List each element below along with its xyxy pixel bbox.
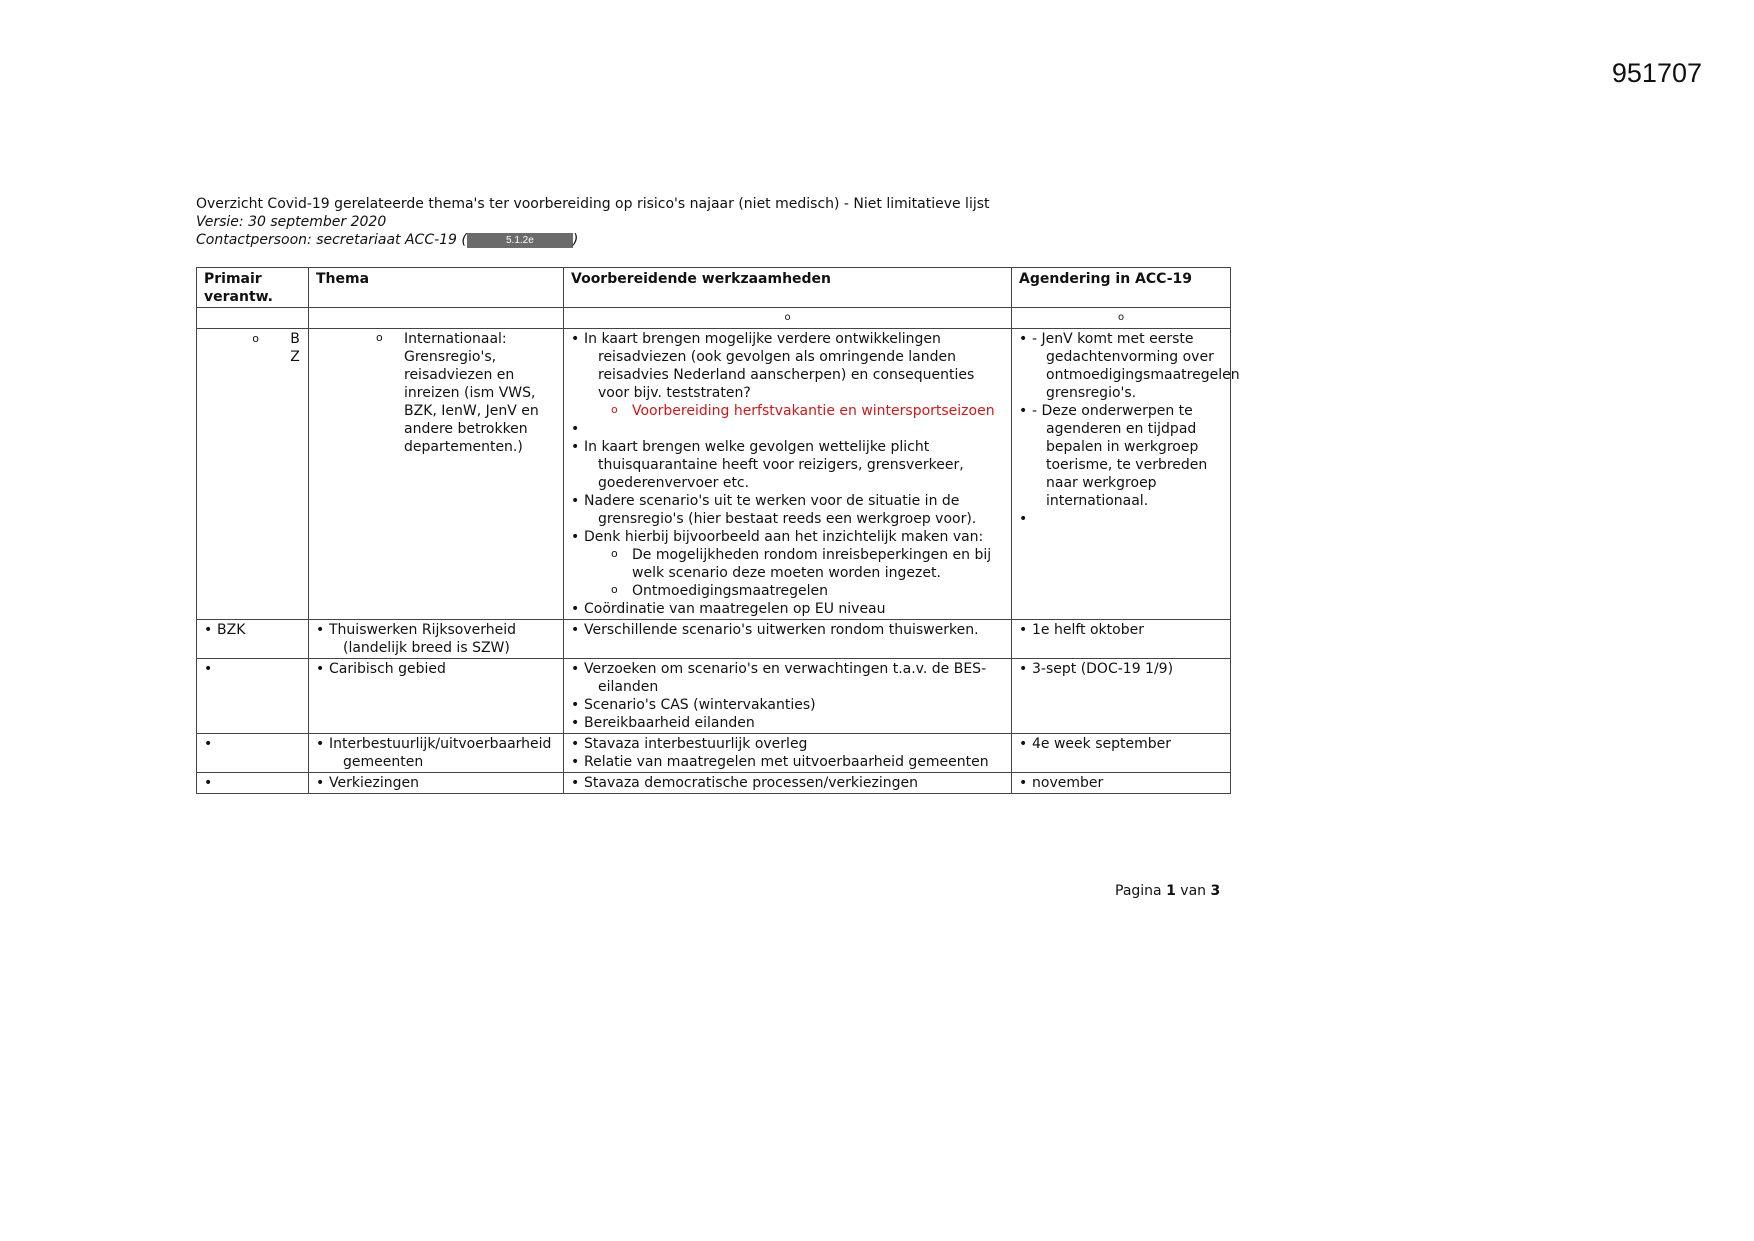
list-item: • Nadere scenario's uit te werken voor de situatie in de grensregio's (hier bestaat reeds een werkgroep voor). — [571, 492, 1004, 528]
werk-cell — [564, 659, 1012, 734]
column-header: Voorbereidende werkzaamheden — [564, 268, 1012, 308]
list-item: • Stavaza interbestuurlijk overleg — [571, 735, 1004, 753]
list-item: • Interbestuurlijk/uitvoerbaarheid gemeenten — [316, 735, 556, 771]
list-item — [204, 774, 301, 792]
table-row — [197, 308, 1231, 329]
footer-prefix: Pagina — [1115, 883, 1167, 899]
document-header — [196, 195, 990, 249]
agenda-cell — [1012, 773, 1231, 794]
agenda-cell — [1012, 734, 1231, 773]
empty-marker: o — [564, 308, 1012, 329]
circle-bullet-icon: o — [252, 332, 259, 345]
primair-cell — [197, 773, 309, 794]
list-item — [204, 660, 301, 678]
list-item: • 4e week september — [1019, 735, 1223, 753]
list-subitem: o De mogelijkheden rondom inreisbeperkingen en bij welk scenario deze moeten worden ingezet. — [571, 546, 1004, 582]
agenda-cell — [1012, 659, 1231, 734]
table-row — [197, 773, 1231, 794]
list-item: • Verkiezingen — [316, 774, 556, 792]
document-title: Overzicht Covid-19 gerelateerde thema's ter voorbereiding op risico's najaar (niet medisch) - Niet limitatieve lijst — [196, 196, 990, 212]
list-item: • BZK — [204, 621, 301, 639]
version-line: Versie: 30 september 2020 — [196, 214, 387, 230]
table-row — [197, 329, 1231, 620]
werk-cell — [564, 329, 1012, 620]
werk-cell — [564, 734, 1012, 773]
primair-cell — [197, 659, 309, 734]
list-item: • 3-sept (DOC-19 1/9) — [1019, 660, 1223, 678]
list-item: • Bereikbaarheid eilanden — [571, 714, 1004, 732]
werk-cell — [564, 620, 1012, 659]
list-item — [1019, 510, 1223, 528]
primair-cell — [197, 620, 309, 659]
list-item — [571, 420, 1004, 438]
table-header-row — [197, 268, 1231, 308]
themes-table — [196, 267, 1240, 794]
list-item: • Scenario's CAS (wintervakanties) — [571, 696, 1004, 714]
agenda-cell — [1012, 329, 1240, 620]
thema-cell — [309, 659, 564, 734]
list-item: • Verschillende scenario's uitwerken rondom thuiswerken. — [571, 621, 1004, 639]
list-item: • november — [1019, 774, 1223, 792]
column-header: Primair verantw. — [197, 268, 309, 308]
footer-middle: van — [1175, 883, 1211, 899]
empty-marker: o — [1012, 308, 1231, 329]
page-footer — [1115, 883, 1220, 899]
document-number: 951707 — [1611, 58, 1702, 88]
agenda-cell — [1012, 620, 1231, 659]
thema-cell — [309, 620, 564, 659]
table-row — [197, 659, 1231, 734]
list-item: • Verzoeken om scenario's en verwachtingen t.a.v. de BES-eilanden — [571, 660, 1004, 696]
list-item: • Relatie van maatregelen met uitvoerbaarheid gemeenten — [571, 753, 1004, 771]
thema-cell — [309, 734, 564, 773]
list-subitem: o Ontmoedigingsmaatregelen — [571, 582, 1004, 600]
list-item — [204, 735, 301, 753]
list-item: • - Deze onderwerpen te agenderen en tijdpad bepalen in werkgroep toerisme, te verbreden naar werkgroep internationaal. — [1019, 402, 1223, 510]
thema-value: o Internationaal: Grensregio's, reisadviezen en inreizen (ism VWS, BZK, IenW, JenV en andere betrokken departementen.) — [316, 330, 556, 456]
column-header: Thema — [309, 268, 564, 308]
list-item: • In kaart brengen welke gevolgen wettelijke plicht thuisquarantaine heeft voor reizigers, grensverkeer, goederenvervoer etc. — [571, 438, 1004, 492]
table-row — [197, 620, 1231, 659]
list-subitem: o Voorbereiding herfstvakantie en wintersportseizoen — [571, 402, 1004, 420]
list-item: • In kaart brengen mogelijke verdere ontwikkelingen reisadviezen (ook gevolgen als omringende landen reisadvies Nederland aanscherpen) en consequenties voor bijv. teststraten? — [571, 330, 1004, 402]
list-item: • Denk hierbij bijvoorbeeld aan het inzichtelijk maken van: — [571, 528, 1004, 546]
list-item: • - JenV komt met eerste gedachtenvorming over ontmoedigingsmaatregelen grensregio's. — [1019, 330, 1223, 402]
contact-prefix: Contactpersoon: secretariaat ACC-19 ( — [196, 232, 467, 248]
list-item: • Coördinatie van maatregelen op EU niveau — [571, 600, 1004, 618]
primair-cell — [197, 329, 309, 620]
contact-line — [196, 231, 990, 249]
contact-suffix: ) — [572, 232, 579, 248]
redaction-box: 5.1.2e — [467, 233, 573, 248]
page-total: 3 — [1210, 883, 1221, 899]
thema-cell — [309, 329, 564, 620]
primair-value: B Z — [290, 331, 300, 365]
primair-cell — [197, 734, 309, 773]
thema-cell — [309, 773, 564, 794]
table-row — [197, 734, 1231, 773]
werk-cell — [564, 773, 1012, 794]
page-number: 1 — [1166, 883, 1176, 899]
column-header: Agendering in ACC-19 — [1012, 268, 1231, 308]
list-item: • Thuiswerken Rijksoverheid (landelijk breed is SZW) — [316, 621, 556, 657]
list-item: • 1e helft oktober — [1019, 621, 1223, 639]
list-item: • Caribisch gebied — [316, 660, 556, 678]
list-item: • Stavaza democratische processen/verkiezingen — [571, 774, 1004, 792]
